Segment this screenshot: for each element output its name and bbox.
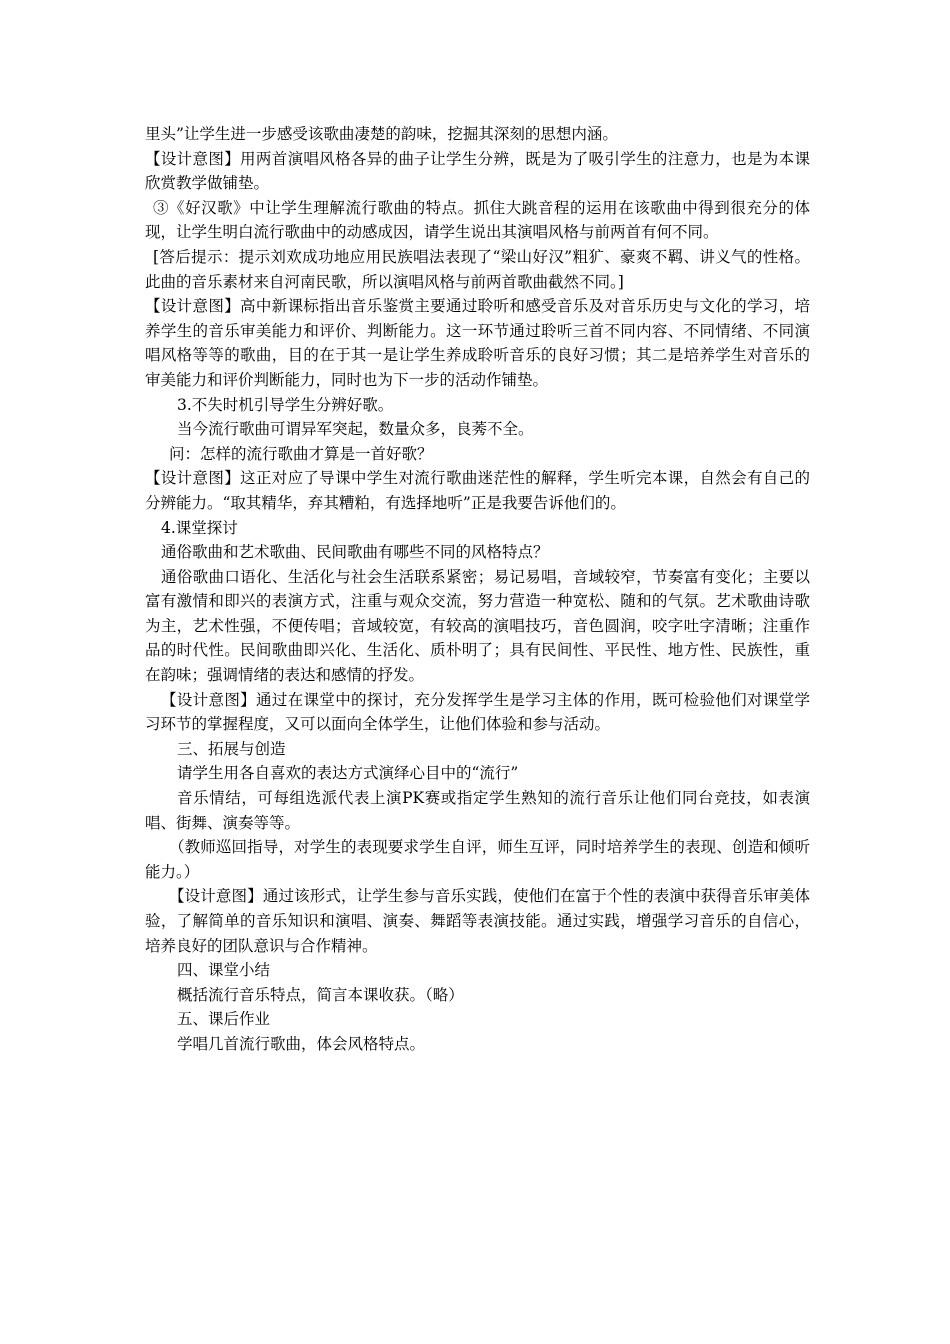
paragraph-2: 【设计意图】用两首演唱风格各异的曲子让学生分辨，既是为了吸引学生的注意力，也是为本课欣赏教学做铺垫。 [145,149,810,193]
paragraph-11: 通俗歌曲和艺术歌曲、民间歌曲有哪些不同的风格特点？ [161,543,549,562]
paragraph-14: 三、拓展与创造 [177,739,286,758]
paragraph-19: 四、课堂小结 [177,961,271,980]
paragraph-12: 通俗歌曲口语化、生活化与社会生活联系紧密；易记易唱，音域较窄，节奏富有变化；主要以富有激情和即兴的表演方式，注重与观众交流，努力营造一种宽松、随和的气氛。艺术歌曲诗歌为主，艺术性强，不便传唱；音域较宽，有较高的演唱技巧，音色圆润，咬字吐字清晰；注重作品的时代性。民间歌曲即兴化、生活化、质朴明了；具有民间性、平民性、地方性、民族性，重在韵味；强调情绪的表达和感情的抒发。 [145,567,810,685]
paragraph-22: 学唱几首流行歌曲，体会风格特点。 [177,1034,426,1053]
paragraph-16: 音乐情结，可每组选派代表上演PK赛或指定学生熟知的流行音乐让他们同台竞技，如表演唱、街舞、演奏等等。 [145,789,810,832]
paragraph-6: 3.不失时机引导学生分辨好歌。 [177,395,394,414]
paragraph-3: ③《好汉歌》中让学生理解流行歌曲的特点。抓住大跳音程的运用在该歌曲中得到很充分的体现，让学生明白流行歌曲中的动感成因，请学生说出其演唱风格与前两首有何不同。 [145,198,810,242]
paragraph-20: 概括流行音乐特点，简言本课收获。（略） [177,985,464,1004]
paragraph-7: 当今流行歌曲可谓异军突起，数量众多，良莠不全。 [177,420,534,439]
paragraph-18: 【设计意图】通过该形式，让学生参与音乐实践，使他们在富于个性的表演中获得音乐审美体验，了解简单的音乐知识和演唱、演奏、舞蹈等表演技能。通过实践，增强学习音乐的自信心，培养良好的团队意识与合作精神。 [145,887,810,955]
paragraph-13: 【设计意图】通过在课堂中的探讨，充分发挥学生是学习主体的作用，既可检验他们对课堂学习环节的掌握程度，又可以面向全体学生，让他们体验和参与活动。 [145,690,810,734]
paragraph-15: 请学生用各自喜欢的表达方式演绎心目中的“流行” [177,764,519,783]
paragraph-9: 【设计意图】这正对应了导课中学生对流行歌曲迷茫性的解释，学生听完本课，自然会有自己的分辨能力。“取其精华，弃其糟粕，有选择地听”正是我要告诉他们的。 [145,469,810,512]
paragraph-17: （教师巡回指导，对学生的表现要求学生自评，师生互评，同时培养学生的表现、创造和倾听能力。） [145,838,810,881]
paragraph-1: 里头”让学生进一步感受该歌曲凄楚的韵味，挖掘其深刻的思想内涵。 [145,125,618,143]
paragraph-5: 【设计意图】高中新课标指出音乐鉴赏主要通过聆听和感受音乐及对音乐历史与文化的学习，培养学生的音乐审美能力和评价、判断能力。这一环节通过聆听三首不同内容、不同情绪、不同演唱风格等等的歌曲，目的在于其一是让学生养成聆听音乐的良好习惯；其二是培养学生对音乐的审美能力和评价判断能力，同时也为下一步的活动作铺垫。 [145,297,810,389]
paragraph-8: 问：怎样的流行歌曲才算是一首好歌？ [169,444,433,463]
paragraph-4: [答后提示：提示刘欢成功地应用民族唱法表现了“梁山好汉”粗犷、豪爽不羁、讲义气的性格。此曲的音乐素材来自河南民歌，所以演唱风格与前两首歌曲截然不同。] [145,247,810,291]
paragraph-21: 五、课后作业 [177,1010,271,1029]
document-body [145,122,810,1057]
paragraph-10: 4.课堂探讨 [161,518,238,537]
